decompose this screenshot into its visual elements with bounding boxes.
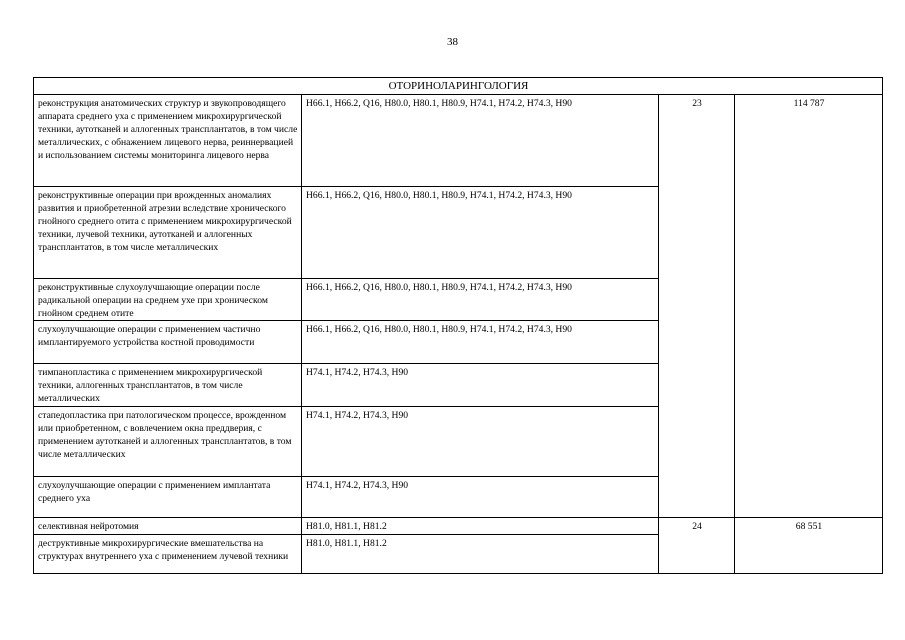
procedure-name: деструктивные микрохирургические вмешательства на структурах внутреннего уха с применением лучевой техники — [34, 534, 302, 573]
diagnosis-codes: H81.0, H81.1, H81.2 — [302, 517, 659, 534]
table-row — [34, 95, 883, 187]
diagnosis-codes: H81.0, H81.1, H81.2 — [302, 534, 659, 573]
procedure-name: реконструктивные операции при врожденных аномалиях развития и приобретенной атрезии вследствие хронического гнойного среднего отита с применением микрохирургической техники, лучевой техники, аутотканей и аллогенных трансплантатов, в том числе металлических — [34, 187, 302, 279]
diagnosis-codes: H74.1, H74.2, H74.3, H90 — [302, 364, 659, 406]
diagnosis-codes: H66.1, H66.2, Q16, H80.0, H80.1, H80.9, H74.1, H74.2, H74.3, H90 — [302, 279, 659, 321]
page-number: 38 — [447, 36, 458, 48]
section-header-row — [34, 78, 883, 95]
procedure-name: тимпанопластика с применением микрохирургической техники, аллогенных трансплантатов, в том числе металлических — [34, 364, 302, 406]
procedure-name: селективная нейротомия — [34, 517, 302, 534]
group-number: 23 — [659, 95, 735, 518]
procedure-name: слухоулучшающие операции с применением частично имплантируемого устройства костной проводимости — [34, 321, 302, 364]
procedure-name: стапедопластика при патологическом процессе, врожденном или приобретенном, с вовлечением окна преддверия, с применением аутотканей и аллогенных трансплантатов, в том числе металлических — [34, 406, 302, 476]
section-title: ОТОРИНОЛАРИНГОЛОГИЯ — [34, 78, 883, 95]
diagnosis-codes: H66.1, H66.2, Q16, H80.0, H80.1, H80.9, H74.1, H74.2, H74.3, H90 — [302, 187, 659, 279]
diagnosis-codes: H74.1, H74.2, H74.3, H90 — [302, 476, 659, 517]
cost-value: 114 787 — [735, 95, 883, 518]
diagnosis-codes: H74.1, H74.2, H74.3, H90 — [302, 406, 659, 476]
table-row — [34, 517, 883, 534]
procedure-name: реконструкция анатомических структур и звукопроводящего аппарата среднего уха с применением микрохирургической техники, аутотканей и аллогенных трансплантатов, в том числе металлических, с обнажением лицевого нерва, реиннервацией и использованием системы мониторинга лицевого нерва — [34, 95, 302, 187]
diagnosis-codes: H66.1, H66.2, Q16, H80.0, H80.1, H80.9, H74.1, H74.2, H74.3, H90 — [302, 321, 659, 364]
diagnosis-codes: H66.1, H66.2, Q16, H80.0, H80.1, H80.9, H74.1, H74.2, H74.3, H90 — [302, 95, 659, 187]
procedures-table — [33, 77, 883, 574]
cost-value: 68 551 — [735, 517, 883, 573]
procedure-name: реконструктивные слухоулучшающие операции после радикальной операции на среднем ухе при хроническом гнойном среднем отите — [34, 279, 302, 321]
procedure-name: слухоулучшающие операции с применением имплантата среднего уха — [34, 476, 302, 517]
group-number: 24 — [659, 517, 735, 573]
